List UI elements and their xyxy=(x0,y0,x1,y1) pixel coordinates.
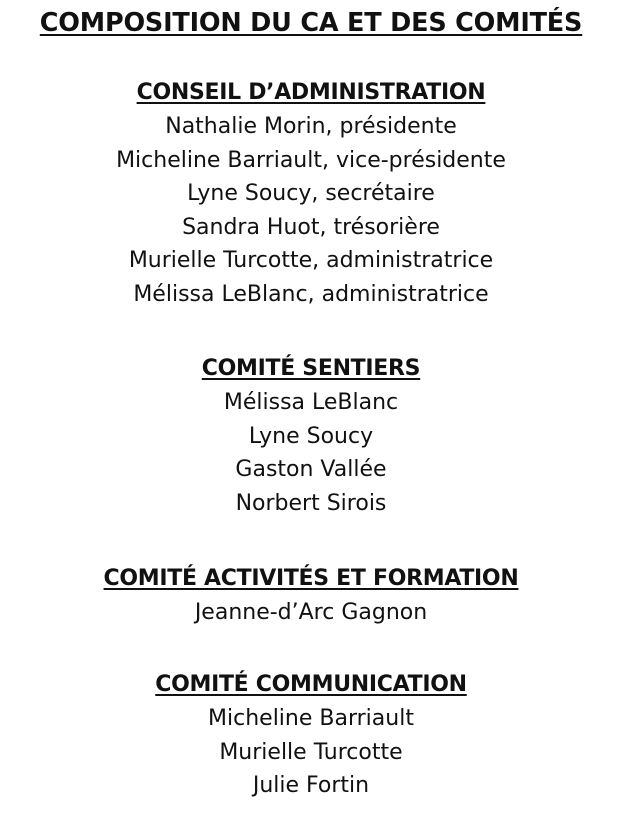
section-heading: CONSEIL D’ADMINISTRATION xyxy=(136,80,486,105)
member-item: Murielle Turcotte, administratrice xyxy=(128,248,494,274)
section-conseil-administration xyxy=(0,76,622,312)
member-item: Norbert Sirois xyxy=(235,490,387,516)
member-item: Micheline Barriault xyxy=(208,706,414,731)
member-list xyxy=(0,702,622,803)
member-item: Mélissa LeBlanc xyxy=(223,390,399,415)
member-item: Lyne Soucy xyxy=(248,423,374,449)
member-list xyxy=(0,386,622,520)
member-item: Nathalie Morin, présidente xyxy=(165,114,457,139)
section-comite-activites-formation xyxy=(0,562,622,630)
member-item: Sandra Huot, trésorière xyxy=(182,214,440,240)
section-comite-communication xyxy=(0,668,622,803)
member-item: Gaston Vallée xyxy=(235,457,387,483)
member-item: Jeanne-d’Arc Gagnon xyxy=(194,600,428,625)
section-heading: COMITÉ SENTIERS xyxy=(201,356,421,381)
member-item: Murielle Turcotte xyxy=(219,739,403,765)
section-comite-sentiers xyxy=(0,352,622,520)
section-heading: COMITÉ COMMUNICATION xyxy=(155,672,467,697)
member-item: Lyne Soucy, secrétaire xyxy=(187,181,435,207)
page-title: COMPOSITION DU CA ET DES COMITÉS xyxy=(39,8,583,38)
member-item: Julie Fortin xyxy=(252,773,370,799)
member-item: Mélissa LeBlanc, administratrice xyxy=(133,281,489,307)
member-list xyxy=(0,110,622,312)
member-item: Micheline Barriault, vice-présidente xyxy=(116,147,506,173)
member-list xyxy=(0,596,622,630)
section-heading: COMITÉ ACTIVITÉS ET FORMATION xyxy=(103,566,519,591)
